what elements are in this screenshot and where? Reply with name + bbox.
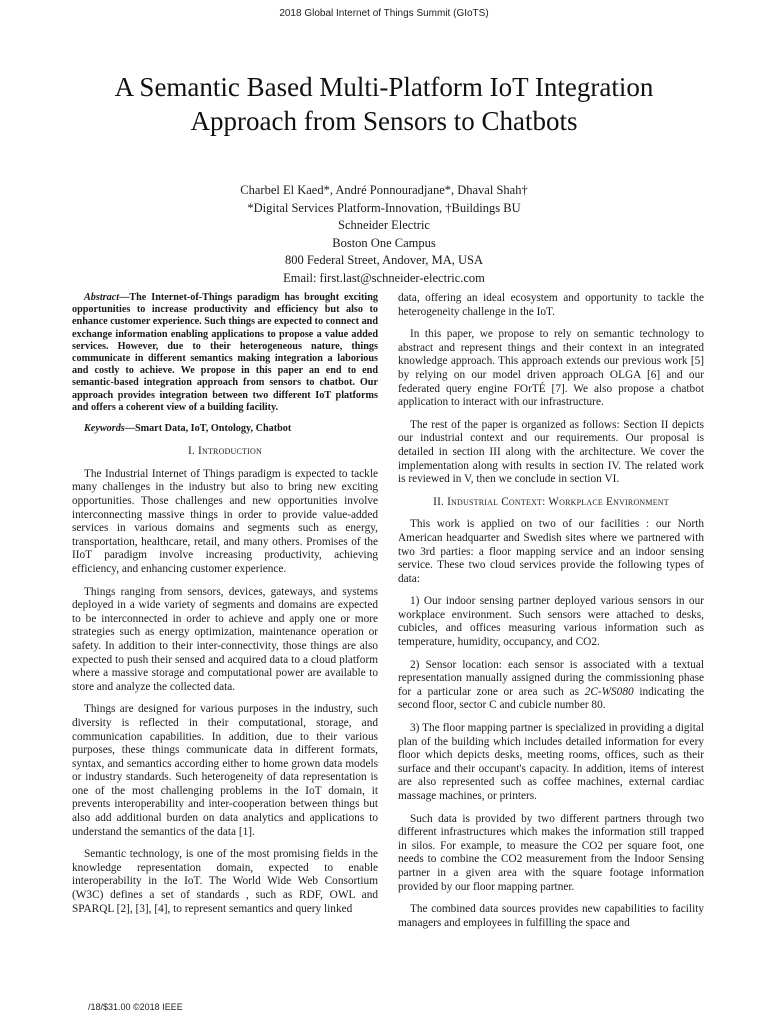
author-campus: Boston One Campus (332, 235, 436, 250)
copyright-footer: /18/$31.00 ©2018 IEEE (88, 1002, 183, 1012)
title-line-1: A Semantic Based Multi-Platform IoT Integration (114, 72, 654, 102)
author-company: Schneider Electric (338, 218, 430, 232)
author-affiliation: *Digital Services Platform-Innovation, †Buildings BU (247, 200, 521, 215)
paragraph: The rest of the paper is organized as follows: Section II depicts our industrial context and our requirements. Our proposal is detailed in section III along with the architecture. We cover the implementation along with results in section IV. The related work is reviewed in V, then we conclude in section VI. (398, 418, 704, 486)
keywords-label: Keywords (84, 423, 125, 435)
keywords-text: —Smart Data, IoT, Ontology, Chatbot (124, 423, 292, 435)
sensor-location-text: 2) Sensor location: each sensor is associated with a textual representation manually assigned during the commissioning phase for a particular zone or area such as (398, 658, 704, 698)
paper-title (40, 70, 728, 138)
author-address: 800 Federal Street, Andover, MA, USA (284, 253, 484, 267)
section-heading-introduction: I. Introduction (188, 445, 262, 458)
paragraph: data, offering an ideal ecosystem and opportunity to tackle the heterogeneity challenge in the IoT. (398, 292, 704, 318)
conference-header: 2018 Global Internet of Things Summit (GIoTS) (279, 8, 489, 19)
paragraph: The combined data sources provides new capabilities to facility managers and employees in fulfilling the space and (398, 903, 704, 929)
abstract-label: Abstract (84, 292, 120, 303)
keywords (72, 423, 378, 435)
paragraph: The Industrial Internet of Things paradigm is expected to tackle many challenges in the industry but also to bring new exciting opportunities. Those challenges and new opportunities involve interconnecting massive things in order to provide value-added services in various domains and segments such as energy, transportation, healthcare, retail, and many others. Promises of the IIoT paradigm involve increasing productivity, achieving efficiency, and enhancing customer experience. (72, 467, 378, 575)
paragraph-sensor-location (398, 659, 704, 713)
paragraph: Things are designed for various purposes in the industry, such diversity is reflected in their computational, storage, and communication capabilities. In addition, due to their various purposes, these things communicate data in different formats, syntax, and semantics according either to home grown data models or industry standards. Such heterogeneity of data representation is one of the most challenging problems in the IoT domain, it prevents interoperability and inter-cooperation between things but also add additional burden on data analytics and applications to understand the semantics of the data [1]. (72, 703, 378, 838)
right-column (398, 292, 704, 939)
author-email: Email: first.last@schneider-electric.com (283, 270, 485, 285)
paragraph: In this paper, we propose to rely on semantic technology to abstract and represent things and their context in an integrated knowledge approach. This approach extends our previous work [5] by relying on our model driven approach OLGA [6] and our federated query engine FOrTÉ [7]. We also propose a chatbot application to interact with our infrastructure. (398, 328, 704, 409)
author-block (100, 182, 668, 287)
abstract-text: —The Internet-of-Things paradigm has brought exciting opportunities to increase productivity and efficiency but also to enhance customer experience. Such things are expected to connect and exchange information enabling applications to propose a value added services. However, due to their heterogeneous nature, things communicate in different semantics making integration a laborious and costly to achieve. We propose in this paper an end to end semantic-based integration approach from sensors to chatbot. Our approach provides integration between two different IoT platforms and offers a coherent view of a building facility. (72, 292, 378, 413)
paragraph: Semantic technology, is one of the most promising fields in the knowledge representation domain, expected to enable interoperability in the IoT. The World Wide Web Consortium (W3C) defines a set of standards , such as RDF, OWL and SPARQL [2], [3], [4], to represent semantics and query linked (72, 848, 378, 915)
abstract (72, 292, 378, 414)
paragraph: 1) Our indoor sensing partner deployed various sensors in our workplace environment. Such sensors were attached to desks, cubicles, and offices measuring various information such as temperature, humidity, occupancy, and CO2. (398, 595, 704, 649)
sensor-location-text-end: indicating the second floor, sector C and cubicle number 80. (398, 685, 704, 712)
sensor-code: 2C-WS080 (584, 685, 634, 698)
paragraph: This work is applied on two of our facilities : our North American headquarter and Swedish sites where we partnered with two 3rd parties: a floor mapping service and an indoor sensing service. These two cloud services provide the following types of data: (398, 518, 704, 585)
paragraph: 3) The floor mapping partner is specialized in providing a digital plan of the building which includes detailed information for every floor which depicts desks, meeting rooms, offices, such as their surface and their occupant's capacity. In addition, items of interest are also represented such as coffee machines, external cardiac massage machines, or printers. (398, 722, 704, 802)
author-names: Charbel El Kaed*, André Ponnouradjane*, Dhaval Shah† (240, 183, 528, 197)
paragraph: Such data is provided by two different partners through two different infrastructures which makes the information still trapped in silos. For example, to measure the CO2 per square foot, one needs to combine the CO2 measurement from the Indoor Sensing partner in a given area with the square footage information provided by our floor mapping partner. (398, 812, 704, 893)
left-column (72, 292, 378, 925)
title-line-2: Approach from Sensors to Chatbots (190, 106, 578, 136)
section-heading-industrial-context: II. Industrial Context: Workplace Environment (433, 495, 669, 508)
paragraph: Things ranging from sensors, devices, gateways, and systems deployed in a wide variety of segments and domains are expected to be interconnected in order to achieve and apply one or more strategies such as energy optimization, maintenance operation or safety. In addition to their inter-connectivity, those things are also expected to push their sensed and acquired data to a cloud platform where a massive storage and computational power are available to store and analyze the collected data. (72, 585, 378, 693)
